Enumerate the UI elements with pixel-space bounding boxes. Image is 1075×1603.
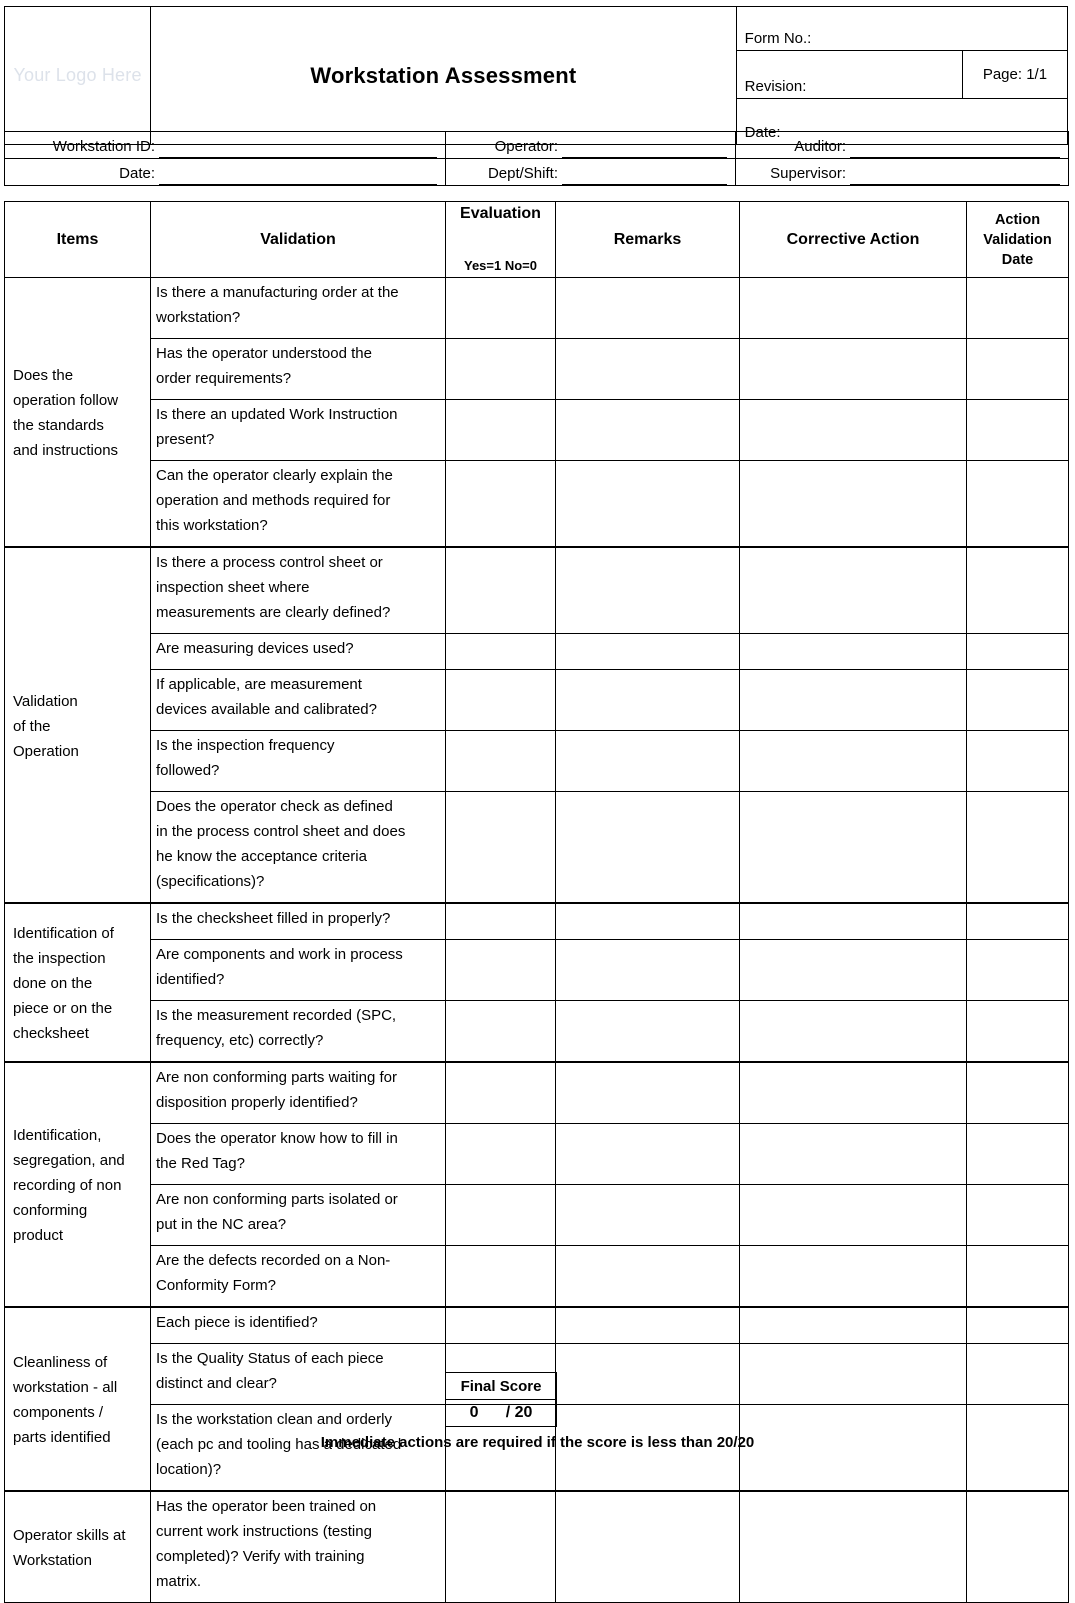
validation-question-line: order requirements? (156, 370, 292, 387)
item-category-line: Does the (13, 367, 74, 384)
item-category-line: product (13, 1227, 64, 1244)
validation-question-cell (151, 1062, 446, 1124)
item-category-line: workstation - all (13, 1379, 118, 1396)
final-score-max: / 20 (505, 1404, 533, 1421)
supervisor-input[interactable] (850, 164, 1060, 185)
evaluation-input-cell[interactable] (446, 1307, 556, 1344)
item-category-line: done on the (13, 975, 93, 992)
action-validation-date-input-cell[interactable] (967, 339, 1069, 400)
validation-question-cell (151, 1001, 446, 1063)
corrective-action-input-cell[interactable] (740, 1062, 967, 1124)
validation-question-cell (151, 1307, 446, 1344)
item-category-line: Validation (13, 692, 78, 710)
item-category-line: components / (13, 1404, 104, 1421)
form-no-label: Form No.: (744, 30, 812, 47)
column-header-items: Items (5, 202, 151, 278)
evaluation-input-cell[interactable] (446, 903, 556, 940)
remarks-input-cell[interactable] (556, 1246, 740, 1308)
auditor-label: Auditor: (794, 138, 846, 155)
evaluation-input-cell[interactable] (446, 1491, 556, 1603)
evaluation-legend: Yes=1 No=0 (464, 258, 537, 273)
action-validation-date-input-cell[interactable] (967, 278, 1069, 339)
validation-question-line: he know the acceptance criteria (156, 848, 367, 865)
action-validation-date-input-cell[interactable] (967, 670, 1069, 731)
logo-placeholder (5, 7, 151, 145)
table-row (5, 278, 1069, 339)
remarks-input-cell[interactable] (556, 1344, 740, 1405)
table-row (5, 731, 1069, 792)
validation-question-line: Is there a manufacturing order at the (156, 284, 399, 301)
validation-question-cell (151, 670, 446, 731)
remarks-input-cell[interactable] (556, 339, 740, 400)
table-row (5, 792, 1069, 904)
evaluation-input-cell[interactable] (446, 634, 556, 670)
page-number (962, 51, 1067, 99)
validation-question-line: operation and methods required for (156, 492, 391, 509)
validation-question-line: Is the Quality Status of each piece (156, 1350, 384, 1367)
page-title: Workstation Assessment (310, 62, 577, 88)
final-score-label-row (446, 1373, 557, 1400)
validation-question-line: this workstation? (156, 517, 268, 534)
validation-question-line: matrix. (156, 1573, 201, 1590)
evaluation-input-cell[interactable] (446, 792, 556, 904)
evaluation-input-cell[interactable] (446, 1246, 556, 1308)
validation-question-line: Is the inspection frequency (156, 737, 335, 754)
validation-question-cell (151, 731, 446, 792)
avd-line-2: Validation (983, 231, 1052, 248)
corrective-action-input-cell[interactable] (740, 634, 967, 670)
final-score-value: 0 (469, 1404, 479, 1421)
identification-block (4, 131, 1069, 186)
corrective-action-input-cell[interactable] (740, 1307, 967, 1344)
remarks-input-cell[interactable] (556, 731, 740, 792)
validation-question-line: Are components and work in process (156, 946, 403, 963)
corrective-action-input-cell[interactable] (740, 1001, 967, 1063)
evaluation-title: Evaluation (460, 205, 541, 222)
corrective-action-input-cell[interactable] (740, 940, 967, 1001)
validation-question-line: completed)? Verify with training (156, 1548, 365, 1565)
table-row (5, 940, 1069, 1001)
item-category-line: checksheet (13, 1025, 89, 1042)
table-row (5, 670, 1069, 731)
operator-cell[interactable] (446, 132, 736, 159)
validation-question-cell (151, 1185, 446, 1246)
column-header-remarks: Remarks (556, 202, 740, 278)
corrective-action-input-cell[interactable] (740, 400, 967, 461)
dept-shift-label: Dept/Shift: (487, 165, 558, 182)
workstation-id-label: Workstation ID: (52, 138, 155, 155)
remarks-input-cell[interactable] (556, 1185, 740, 1246)
validation-question-cell (151, 903, 446, 940)
validation-question-cell (151, 1246, 446, 1308)
validation-question-line: Is there a process control sheet or (156, 554, 383, 571)
validation-question-line: Is the workstation clean and orderly (156, 1411, 392, 1428)
form-header (4, 6, 1068, 145)
item-category-line: of the (13, 717, 51, 735)
validation-question-line: the Red Tag? (156, 1155, 245, 1172)
workstation-id-cell[interactable] (5, 132, 446, 159)
date-input[interactable] (159, 164, 437, 185)
validation-question-line: Is the measurement recorded (SPC, (156, 1007, 397, 1024)
remarks-input-cell[interactable] (556, 1491, 740, 1603)
action-validation-date-input-cell[interactable] (967, 1344, 1069, 1405)
final-score-label: Final Score (446, 1373, 557, 1400)
column-header-validation: Validation (151, 202, 446, 278)
item-category-line: Identification, (13, 1127, 102, 1144)
action-validation-date-input-cell[interactable] (967, 1491, 1069, 1603)
validation-question-cell (151, 1344, 446, 1405)
evaluation-input-cell[interactable] (446, 1062, 556, 1124)
corrective-action-input-cell[interactable] (740, 731, 967, 792)
remarks-input-cell[interactable] (556, 1124, 740, 1185)
table-row (5, 1491, 1069, 1603)
table-row (5, 547, 1069, 634)
validation-question-cell (151, 1124, 446, 1185)
validation-question-cell (151, 339, 446, 400)
corrective-action-input-cell[interactable] (740, 1185, 967, 1246)
evaluation-input-cell[interactable] (446, 731, 556, 792)
evaluation-input-cell[interactable] (446, 1185, 556, 1246)
final-score-box (445, 1372, 557, 1427)
validation-question-line: distinct and clear? (156, 1375, 277, 1392)
action-validation-date-input-cell[interactable] (967, 1001, 1069, 1063)
revision-field[interactable] (736, 51, 962, 99)
validation-question-line: Does the operator check as defined (156, 798, 393, 815)
action-validation-date-input-cell[interactable] (967, 940, 1069, 1001)
item-category-line: piece or on the (13, 1000, 113, 1017)
table-row (5, 1185, 1069, 1246)
identification-row-2 (5, 159, 1069, 186)
item-category-line: Cleanliness of (13, 1354, 108, 1371)
remarks-input-cell[interactable] (556, 792, 740, 904)
corrective-action-input-cell[interactable] (740, 1246, 967, 1308)
action-validation-date-input-cell[interactable] (967, 792, 1069, 904)
corrective-action-input-cell[interactable] (740, 903, 967, 940)
validation-question-line: Has the operator been trained on (156, 1498, 377, 1515)
identification-row-1 (5, 132, 1069, 159)
operator-input[interactable] (562, 137, 727, 158)
validation-question-cell (151, 634, 446, 670)
validation-question-line: Conformity Form? (156, 1277, 277, 1294)
validation-question-line: Is the checksheet filled in properly? (156, 910, 391, 927)
revision-label: Revision: (744, 78, 807, 95)
validation-question-line: location)? (156, 1461, 222, 1478)
validation-question-line: in the process control sheet and does (156, 823, 406, 840)
validation-question-line: devices available and calibrated? (156, 701, 377, 718)
date-cell[interactable] (5, 159, 446, 186)
evaluation-input-cell[interactable] (446, 940, 556, 1001)
avd-line-3: Date (1001, 251, 1034, 268)
validation-question-line: Is there an updated Work Instruction (156, 406, 398, 423)
header-row-form-no (5, 7, 1068, 51)
supervisor-cell[interactable] (736, 159, 1069, 186)
action-validation-date-input-cell[interactable] (967, 731, 1069, 792)
remarks-input-cell[interactable] (556, 1062, 740, 1124)
action-validation-date-input-cell[interactable] (967, 903, 1069, 940)
logo-placeholder-text: Your Logo Here (13, 65, 142, 85)
action-validation-date-input-cell[interactable] (967, 461, 1069, 548)
dept-shift-cell[interactable] (446, 159, 736, 186)
corrective-action-input-cell[interactable] (740, 461, 967, 548)
validation-question-line: measurements are clearly defined? (156, 604, 391, 621)
page-number-label: Page: 1/1 (982, 66, 1048, 83)
action-validation-date-input-cell[interactable] (967, 634, 1069, 670)
item-category-cell (5, 1062, 151, 1307)
validation-question-line: Are measuring devices used? (156, 640, 354, 657)
workstation-id-input[interactable] (159, 137, 437, 158)
item-category-cell (5, 278, 151, 548)
remarks-input-cell[interactable] (556, 634, 740, 670)
table-row (5, 1124, 1069, 1185)
remarks-input-cell[interactable] (556, 1001, 740, 1063)
validation-question-cell (151, 400, 446, 461)
item-category-cell (5, 1491, 151, 1603)
validation-question-cell (151, 547, 446, 634)
evaluation-input-cell[interactable] (446, 278, 556, 339)
evaluation-input-cell[interactable] (446, 1001, 556, 1063)
validation-question-line: current work instructions (testing (156, 1523, 372, 1540)
validation-question-line: If applicable, are measurement (156, 676, 362, 693)
action-validation-date-input-cell[interactable] (967, 1062, 1069, 1124)
validation-question-line: Are the defects recorded on a Non- (156, 1252, 391, 1269)
column-header-action-validation-date (967, 202, 1069, 278)
table-row (5, 903, 1069, 940)
column-header-corrective-action: Corrective Action (740, 202, 967, 278)
operator-label: Operator: (494, 138, 558, 155)
evaluation-input-cell[interactable] (446, 547, 556, 634)
validation-question-cell (151, 940, 446, 1001)
dept-shift-input[interactable] (562, 164, 727, 185)
validation-question-line: (each pc and tooling has a dedicated (156, 1436, 402, 1453)
validation-question-line: followed? (156, 762, 220, 779)
action-validation-date-input-cell[interactable] (967, 400, 1069, 461)
validation-question-line: (specifications)? (156, 873, 265, 890)
evaluation-input-cell[interactable] (446, 461, 556, 548)
final-score-value-cell[interactable] (446, 1400, 557, 1427)
item-category-line: recording of non (13, 1177, 122, 1194)
validation-question-line: present? (156, 431, 215, 448)
remarks-input-cell[interactable] (556, 1307, 740, 1344)
auditor-cell[interactable] (736, 132, 1069, 159)
validation-question-line: disposition properly identified? (156, 1094, 358, 1111)
remarks-input-cell[interactable] (556, 461, 740, 548)
item-category-line: Workstation (13, 1552, 92, 1569)
avd-line-1: Action (994, 211, 1041, 228)
corrective-action-input-cell[interactable] (740, 792, 967, 904)
header-date-label: Date: (744, 124, 781, 141)
evaluation-input-cell[interactable] (446, 1124, 556, 1185)
validation-question-line: identified? (156, 971, 225, 988)
remarks-input-cell[interactable] (556, 278, 740, 339)
table-row (5, 461, 1069, 548)
remarks-input-cell[interactable] (556, 547, 740, 634)
table-row (5, 1246, 1069, 1308)
remarks-input-cell[interactable] (556, 400, 740, 461)
final-score-value-row (446, 1400, 557, 1427)
remarks-input-cell[interactable] (556, 670, 740, 731)
validation-question-cell (151, 278, 446, 339)
corrective-action-input-cell[interactable] (740, 547, 967, 634)
validation-question-line: inspection sheet where (156, 579, 310, 596)
column-header-evaluation (446, 202, 556, 278)
table-row (5, 339, 1069, 400)
date-label: Date: (119, 165, 155, 182)
action-validation-date-input-cell[interactable] (967, 1185, 1069, 1246)
table-row (5, 634, 1069, 670)
corrective-action-input-cell[interactable] (740, 1344, 967, 1405)
action-validation-date-input-cell[interactable] (967, 1307, 1069, 1344)
validation-question-line: Can the operator clearly explain the (156, 467, 393, 484)
table-row (5, 400, 1069, 461)
validation-question-line: Each piece is identified? (156, 1314, 318, 1331)
corrective-action-input-cell[interactable] (740, 339, 967, 400)
item-category-cell (5, 903, 151, 1062)
form-title-cell (151, 7, 737, 145)
validation-question-line: Are non conforming parts waiting for (156, 1069, 397, 1086)
evaluation-input-cell[interactable] (446, 400, 556, 461)
remarks-input-cell[interactable] (556, 940, 740, 1001)
footer-note: Immediate actions are required if the score is less than 20/20 (320, 1434, 755, 1451)
table-row (5, 1001, 1069, 1063)
table-header-row (5, 202, 1069, 278)
item-category-line: the standards (13, 417, 104, 434)
item-category-line: operation follow (13, 392, 119, 409)
item-category-line: segregation, and (13, 1152, 125, 1169)
item-category-line: parts identified (13, 1429, 111, 1446)
validation-question-cell (151, 792, 446, 904)
action-validation-date-input-cell[interactable] (967, 1246, 1069, 1308)
evaluation-input-cell[interactable] (446, 339, 556, 400)
auditor-input[interactable] (850, 137, 1060, 158)
validation-question-line: Are non conforming parts isolated or (156, 1191, 398, 1208)
item-category-line: Operator skills at (13, 1527, 126, 1544)
item-category-line: and instructions (13, 442, 119, 459)
form-no-field[interactable] (736, 7, 1067, 51)
remarks-input-cell[interactable] (556, 903, 740, 940)
validation-question-line: Does the operator know how to fill in (156, 1130, 398, 1147)
validation-question-line: Has the operator understood the (156, 345, 372, 362)
table-row (5, 1062, 1069, 1124)
item-category-line: conforming (13, 1202, 88, 1219)
supervisor-label: Supervisor: (770, 165, 846, 182)
corrective-action-input-cell[interactable] (740, 670, 967, 731)
validation-question-cell (151, 1491, 446, 1603)
validation-question-line: frequency, etc) correctly? (156, 1032, 324, 1049)
validation-question-line: workstation? (156, 309, 241, 326)
corrective-action-input-cell[interactable] (740, 1124, 967, 1185)
corrective-action-input-cell[interactable] (740, 1491, 967, 1603)
table-row (5, 1307, 1069, 1344)
validation-question-line: put in the NC area? (156, 1216, 287, 1233)
item-category-cell (5, 547, 151, 903)
item-category-line: the inspection (13, 950, 106, 967)
item-category-line: Operation (13, 742, 79, 760)
corrective-action-input-cell[interactable] (740, 278, 967, 339)
item-category-cell (5, 1307, 151, 1491)
action-validation-date-input-cell[interactable] (967, 547, 1069, 634)
validation-question-cell (151, 461, 446, 548)
item-category-line: Identification of (13, 925, 114, 942)
evaluation-input-cell[interactable] (446, 670, 556, 731)
action-validation-date-input-cell[interactable] (967, 1124, 1069, 1185)
